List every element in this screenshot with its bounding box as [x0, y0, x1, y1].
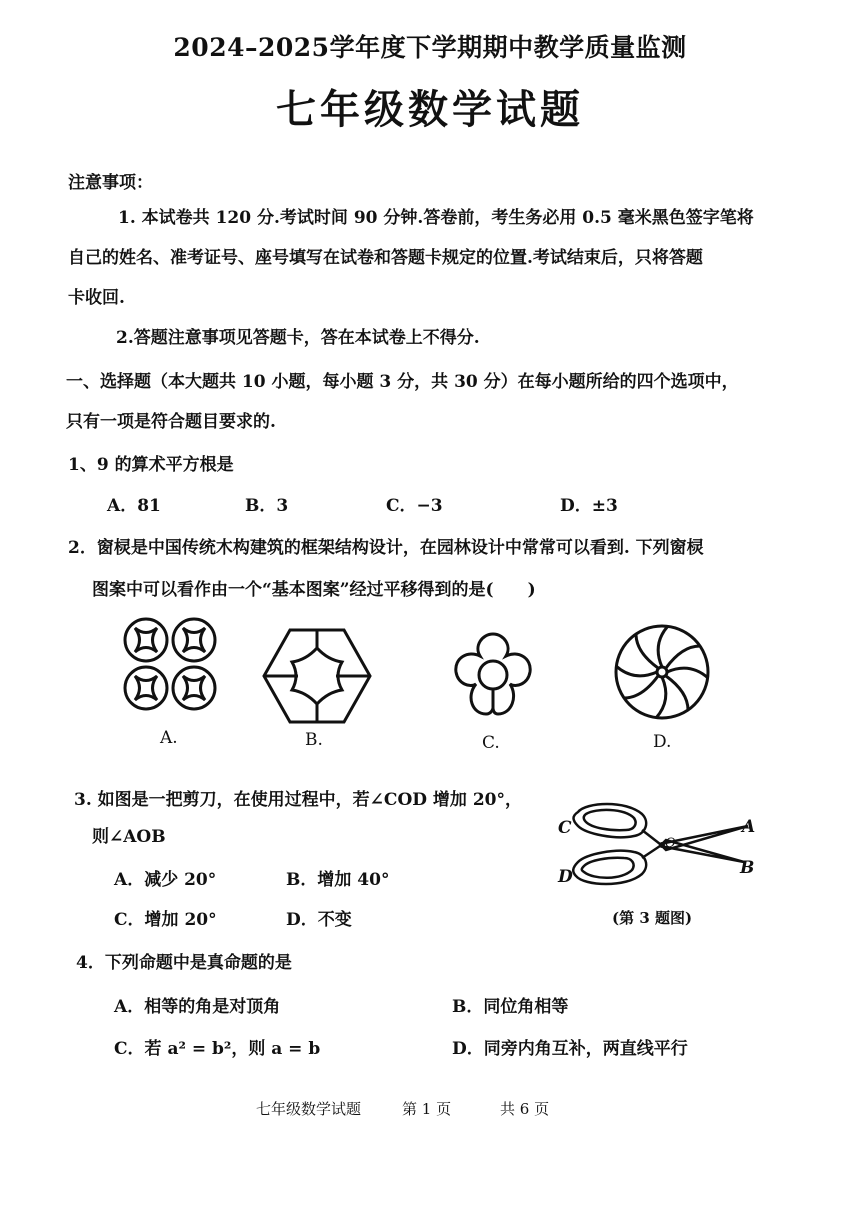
q3-option-d: D．不变 [286, 910, 352, 930]
q3-option-a: A．减少 20° [114, 870, 217, 890]
q2-stem-line2: 图案中可以看作由一个“基本图案”经过平移得到的是( ) [92, 580, 536, 600]
footer-page: 第 1 页 [402, 1100, 452, 1118]
section1-line2: 只有一项是符合题目要求的. [66, 412, 276, 432]
q4-option-d: D．同旁内角互补，两直线平行 [452, 1039, 688, 1059]
q1-option-a: A．81 [107, 496, 161, 516]
q2-label-c: C. [482, 733, 500, 753]
notice-heading: 注意事项： [68, 173, 153, 193]
q2-label-b: B. [305, 730, 323, 750]
q1-option-d: D．±3 [560, 496, 618, 516]
q1-stem: 1、9 的算术平方根是 [68, 455, 234, 475]
notice-item1-line2: 自己的姓名、准考证号、座号填写在试卷和答题卡规定的位置.考试结束后，只将答题 [68, 248, 703, 268]
scissors-label-a: A [742, 817, 756, 837]
scissors-label-o: O [665, 836, 676, 851]
scissors-label-c: C [558, 818, 572, 838]
q2-label-d: D. [653, 732, 672, 752]
notice-item1-line1: 1. 本试卷共 120 分.考试时间 90 分钟.答卷前，考生务必用 0.5 毫米黑色签字笔将 [118, 208, 754, 228]
q3-stem-line2: 则∠AOB [92, 827, 166, 847]
q2-stem-line1: 2．窗棂是中国传统木构建筑的框架结构设计，在园林设计中常常可以看到. 下列窗棂 [68, 538, 704, 558]
q3-figure-caption: (第 3 题图) [612, 909, 693, 927]
scissors-label-d: D [558, 867, 573, 887]
notice-item2: 2.答题注意事项见答题卡，答在本试卷上不得分. [116, 328, 480, 348]
lattice-figure-d [612, 622, 712, 722]
notice-item1-line3: 卡收回. [68, 288, 125, 308]
exam-subtitle: 七年级数学试题 [276, 86, 584, 133]
exam-title: 2024–2025学年度下学期期中教学质量监测 [173, 33, 687, 62]
q4-option-c: C．若 a² = b²，则 a = b [114, 1039, 321, 1059]
lattice-figure-b [262, 628, 372, 724]
q3-option-c: C．增加 20° [114, 910, 217, 930]
q4-option-b: B．同位角相等 [452, 997, 569, 1017]
q1-option-c: C．−3 [386, 496, 443, 516]
lattice-figure-a [122, 616, 218, 712]
q3-stem-line1: 3. 如图是一把剪刀，在使用过程中，若∠COD 增加 20°， [74, 790, 522, 810]
footer-total: 共 6 页 [500, 1100, 550, 1118]
q2-label-a: A. [160, 728, 178, 748]
scissors-label-b: B [740, 858, 755, 878]
lattice-figure-c [446, 628, 540, 722]
q4-option-a: A．相等的角是对顶角 [114, 997, 281, 1017]
footer-subject: 七年级数学试题 [256, 1100, 362, 1118]
q4-stem: 4．下列命题中是真命题的是 [76, 953, 292, 973]
section1-line1: 一、选择题（本大题共 10 小题，每小题 3 分，共 30 分）在每小题所给的四个选项中， [66, 372, 739, 392]
q1-option-b: B．3 [245, 496, 289, 516]
q3-option-b: B．增加 40° [286, 870, 390, 890]
scissors-figure [556, 800, 766, 890]
